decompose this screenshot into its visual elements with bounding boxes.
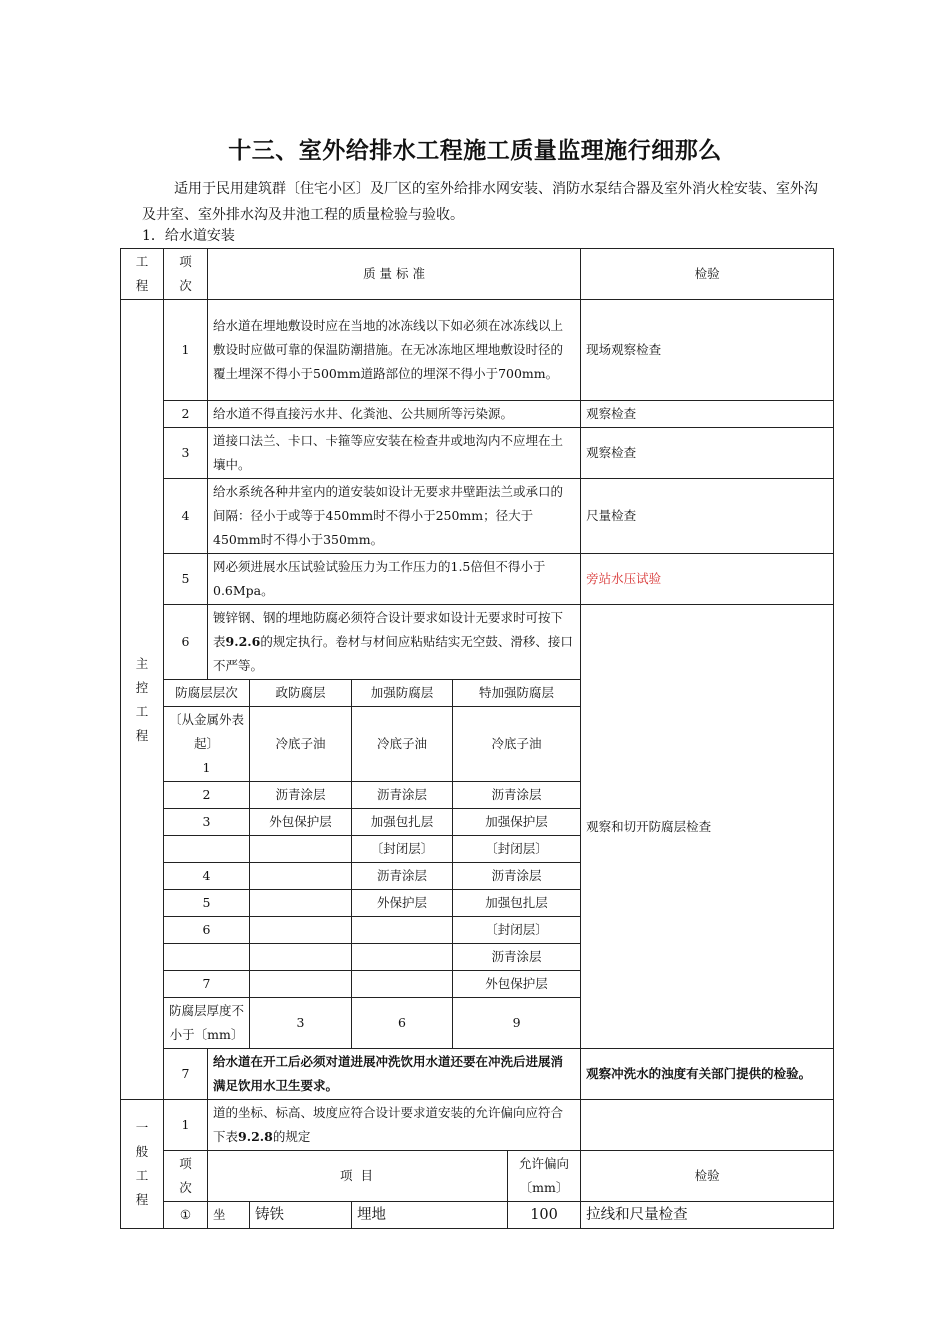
anticorr-cell: 7 <box>164 971 250 998</box>
anticorr-cell <box>250 836 352 863</box>
table-cell: 埋地 <box>352 1202 508 1229</box>
table-row-inspect: 现场观察检查 <box>581 300 834 401</box>
anticorr-thickness-value: 6 <box>352 998 453 1049</box>
anticorr-cell: 外包保护层 <box>453 971 581 998</box>
table-row-text: 网必须进展水压试验试验压力为工作压力的1.5倍但不得小于0.6Mpa。 <box>208 554 581 605</box>
table-row-inspect: 观察检查 <box>581 428 834 479</box>
main-group-label: 主 控 工 程 <box>121 300 164 1100</box>
table-row-no: ① <box>164 1202 208 1229</box>
anticorr-cell <box>250 971 352 998</box>
table-row-no: 4 <box>164 479 208 554</box>
header-standard: 质 量 标 准 <box>208 249 581 300</box>
table-row-text: 道的坐标、标高、坡度应符合设计要求道安装的允许偏向应符合下表9.2.8的规定 <box>208 1100 581 1151</box>
general-group-label: 一 般 工 程 <box>121 1100 164 1229</box>
anticorr-cell: 加强包扎层 <box>453 890 581 917</box>
anticorr-thickness-value: 9 <box>453 998 581 1049</box>
table-row-inspect: 旁站水压试验 <box>581 554 834 605</box>
table-row-inspect: 观察冲洗水的浊度有关部门提供的检验。 <box>581 1049 834 1100</box>
anticorr-cell: 加强包扎层 <box>352 809 453 836</box>
table-row-no: 6 <box>164 605 208 680</box>
anticorr-cell: 沥青涂层 <box>352 782 453 809</box>
anticorr-cell: 冷底子油 <box>453 707 581 782</box>
header-project: 工 程 <box>121 249 164 300</box>
row6-inspect: 观察和切开防腐层检查 <box>581 605 834 1049</box>
anticorr-cell: 冷底子油 <box>250 707 352 782</box>
table-row-inspect: 拉线和尺量检查 <box>581 1202 834 1229</box>
table-row-inspect: 观察检查 <box>581 401 834 428</box>
anticorr-cell: 沥青涂层 <box>453 863 581 890</box>
table-row-no: 7 <box>164 1049 208 1100</box>
table-row-text: 给水系统各种井室内的道安装如设计无要求井壁距法兰或承口的间隔：径小于或等于450mm时不得小于250mm；径大于450mm时不得小于350mm。 <box>208 479 581 554</box>
anticorr-cell: 沥青涂层 <box>453 944 581 971</box>
anticorr-header: 加强防腐层 <box>352 680 453 707</box>
anticorr-thickness-value: 3 <box>250 998 352 1049</box>
table-cell: 坐 <box>208 1202 250 1229</box>
subheader-inspect: 检验 <box>581 1151 834 1202</box>
anticorr-cell: 外包保护层 <box>250 809 352 836</box>
anticorr-header: 特加强防腐层 <box>453 680 581 707</box>
header-item-no: 项 次 <box>164 249 208 300</box>
anticorr-cell: 〔封闭层〕 <box>453 836 581 863</box>
anticorr-cell: 〔封闭层〕 <box>453 917 581 944</box>
anticorr-cell <box>250 917 352 944</box>
table-row-no: 1 <box>164 300 208 401</box>
table-row-text: 给水道在埋地敷设时应在当地的冰冻线以下如必须在冰冻线以上敷设时应做可靠的保温防潮措施。在无冰冻地区埋地敷设时径的覆土埋深不得小于500mm道路部位的埋深不得小于700mm。 <box>208 300 581 401</box>
anticorr-cell: 〔封闭层〕 <box>352 836 453 863</box>
anticorr-header: 政防腐层 <box>250 680 352 707</box>
anticorr-cell: 〔从金属外表起〕 1 <box>164 707 250 782</box>
table-cell-allowance: 100 <box>508 1202 581 1229</box>
table-row-no: 5 <box>164 554 208 605</box>
table-cell: 铸铁 <box>250 1202 352 1229</box>
anticorr-cell: 沥青涂层 <box>453 782 581 809</box>
anticorr-cell: 加强保护层 <box>453 809 581 836</box>
table-row-inspect: 尺量检查 <box>581 479 834 554</box>
anticorr-cell <box>164 836 250 863</box>
table-row-text: 给水道在开工后必须对道进展冲洗饮用水道还要在冲洗后进展消满足饮用水卫生要求。 <box>208 1049 581 1100</box>
anticorr-cell <box>352 917 453 944</box>
anticorr-thickness-label: 防腐层厚度不小于〔mm〕 <box>164 998 250 1049</box>
table-row-no: 2 <box>164 401 208 428</box>
anticorr-cell <box>250 944 352 971</box>
anticorr-cell: 冷底子油 <box>352 707 453 782</box>
subheader-project: 项 目 <box>208 1151 508 1202</box>
table-row-inspect <box>581 1100 834 1151</box>
table-row-text: 给水道不得直接污水井、化粪池、公共厕所等污染源。 <box>208 401 581 428</box>
subheader-item-no: 项 次 <box>164 1151 208 1202</box>
quality-table <box>120 248 834 1229</box>
anticorr-cell <box>352 971 453 998</box>
anticorr-cell <box>352 944 453 971</box>
anticorr-cell: 5 <box>164 890 250 917</box>
anticorr-cell: 3 <box>164 809 250 836</box>
subheader-allowance: 允许偏向 〔mm〕 <box>508 1151 581 1202</box>
anticorr-cell: 外保护层 <box>352 890 453 917</box>
table-row-no: 3 <box>164 428 208 479</box>
anticorr-cell: 6 <box>164 917 250 944</box>
anticorr-cell <box>250 890 352 917</box>
table-row-text: 道接口法兰、卡口、卡箍等应安装在检查井或地沟内不应埋在土壤中。 <box>208 428 581 479</box>
intro-paragraph: 适用于民用建筑群〔住宅小区〕及厂区的室外给排水网安装、消防水泵结合器及室外消火栓安装、室外沟及井室、室外排水沟及井池工程的质量检验与验收。 <box>142 181 818 223</box>
table-row-no: 1 <box>164 1100 208 1151</box>
anticorr-cell: 沥青涂层 <box>352 863 453 890</box>
section-heading: 1．给水道安装 <box>142 228 235 244</box>
anticorr-cell <box>250 863 352 890</box>
anticorr-header: 防腐层层次 <box>164 680 250 707</box>
anticorr-cell: 4 <box>164 863 250 890</box>
header-inspect: 检验 <box>581 249 834 300</box>
anticorr-cell <box>164 944 250 971</box>
table-row-text: 镀锌钢、钢的埋地防腐必须符合设计要求如设计无要求时可按下表9.2.6的规定执行。卷材与材间应粘贴结实无空鼓、滑移、接口不严等。 <box>208 605 581 680</box>
anticorr-cell: 沥青涂层 <box>250 782 352 809</box>
anticorr-cell: 2 <box>164 782 250 809</box>
page-title: 十三、室外给排水工程施工质量监理施行细那么 <box>228 138 722 164</box>
